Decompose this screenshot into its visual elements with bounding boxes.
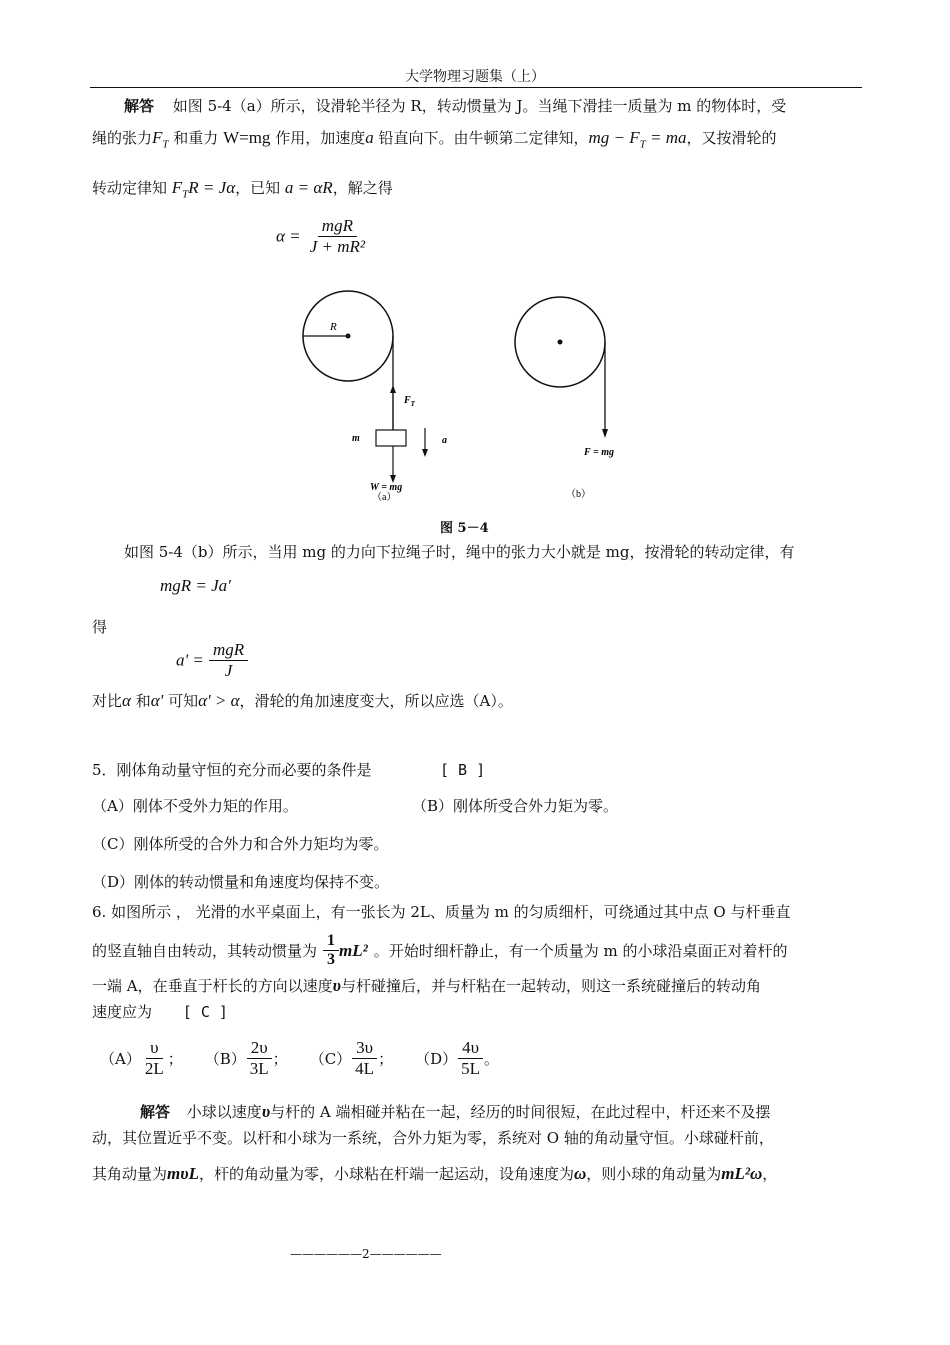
q5-option-b: （B）刚体所受合外力矩为零。 [412,797,619,815]
q5-answer: [ B ] [440,761,486,779]
q6-line-3: 一端 A，在垂直于杆长的方向以速度υ与杆碰撞后，并与杆粘在一起转动，则这一系统碰撞后的转动角 [92,976,761,995]
q6-line-1: 6. 如图所示 ， 光滑的水平桌面上，有一张长为 2L、质量为 m 的匀质细杆，可绕通过其中点 O 与杆垂直 [92,903,791,921]
page-number: ——————2—————— [290,1247,442,1261]
q6-option-d-label: （D） [415,1049,458,1068]
q6-answer: [ C ] [182,1003,228,1021]
q6-options: （A） $\frac{\upsilon}{2L}$ ； （B） $\frac{2\upsilon}{3L}$ ； （C） $\frac{3\upsilon}{4L}$ ； （D） $\frac{4\upsilon}{5L}$ 。 [100,1038,500,1078]
sol6-line-1: 解答 小球以速度υ与杆的 A 端相碰并粘在一起，经历的时间很短，在此过程中，杆还来不及摆 [140,1102,771,1121]
q6-option-a-label: （A） [100,1049,141,1068]
q6-option-b-label: （B） [204,1049,246,1068]
header-rule [90,87,862,88]
pulley-b-center [558,340,563,345]
q5-option-a: （A）刚体不受外力矩的作用。 [92,797,298,815]
accel-arrowhead [422,449,428,457]
label-a: a [442,435,447,446]
tension-arrowhead [390,385,396,393]
solution-line-2: 绳的张力$F_T$ 和重力 W=mg 作用，加速度a 铅直向下。由牛顿第二定律知，mg − $F_T$ = ma，又按滑轮的 [92,128,777,151]
pulley-figure [290,290,650,515]
para2-de: 得 [92,618,108,636]
running-header [0,66,950,86]
q6-option-c-label: （C） [309,1049,352,1068]
header-title: 大学物理习题集（上） [405,69,545,85]
q5-stem: 5．刚体角动量守恒的充分而必要的条件是 [92,761,372,779]
solution-lead: 解答 [124,97,155,115]
mass-block [376,430,406,446]
caption-a: （a） [372,492,397,503]
sol6-line-3: 其角动量为mυL，杆的角动量为零，小球粘在杆端一起运动，设角速度为ω，则小球的角动量为mL²ω， [92,1164,778,1183]
label-m: m [352,433,360,444]
equation-a-prime: a' = $\frac{\text{mgR}}{J}$ [176,640,248,681]
solution-line-3: 转动定律知 $F_TR = J\alpha$，已知 a = αR，解之得 [92,178,393,201]
equation-alpha: α = $\frac{\text{mgR}}{\text{J + mR²}}$ [276,216,366,256]
label-W: W = mg [370,482,403,493]
caption-b: （b） [566,489,591,500]
q6-line-2: 的竖直轴自由转动，其转动惯量为 $\frac{1}{3}$ mL² 。开始时细杆静止，有一个质量为 m 的小球沿桌面正对着杆的 [92,932,788,968]
equation-mgR: mgR = Ja' [160,576,231,595]
solution-line-1: 解答 如图 5-4（a）所示，设滑轮半径为 R，转动惯量为 J。当绳下滑挂一质量为 m 的物体时，受 [124,97,787,115]
q6-line-4: 速度应为 [ C ] [92,1003,228,1021]
figure-caption: 图 5－4 [440,521,489,536]
para2-conclusion: 对比α 和α' 可知α' > α，滑轮的角加速度变大，所以应选（A）。 [92,691,513,710]
label-FT: $F_T$ [404,395,415,408]
label-R: R [330,321,337,333]
q5-option-c: （C）刚体所受的合外力和合外力矩均为零。 [92,835,389,853]
sol6-line-2: 动，其位置近乎不变。以杆和小球为一系统，合外力矩为零，系统对 O 轴的角动量守恒。小球碰杆前， [92,1129,774,1147]
label-Fmg: F = mg [584,447,614,458]
force-arrowhead [602,429,608,438]
q5-option-d: （D）刚体的转动惯量和角速度均保持不变。 [92,873,390,891]
para2-line-1: 如图 5-4（b）所示，当用 mg 的力向下拉绳子时，绳中的张力大小就是 mg，按滑轮的转动定律，有 [124,543,795,561]
sol6-lead: 解答 [140,1103,171,1121]
